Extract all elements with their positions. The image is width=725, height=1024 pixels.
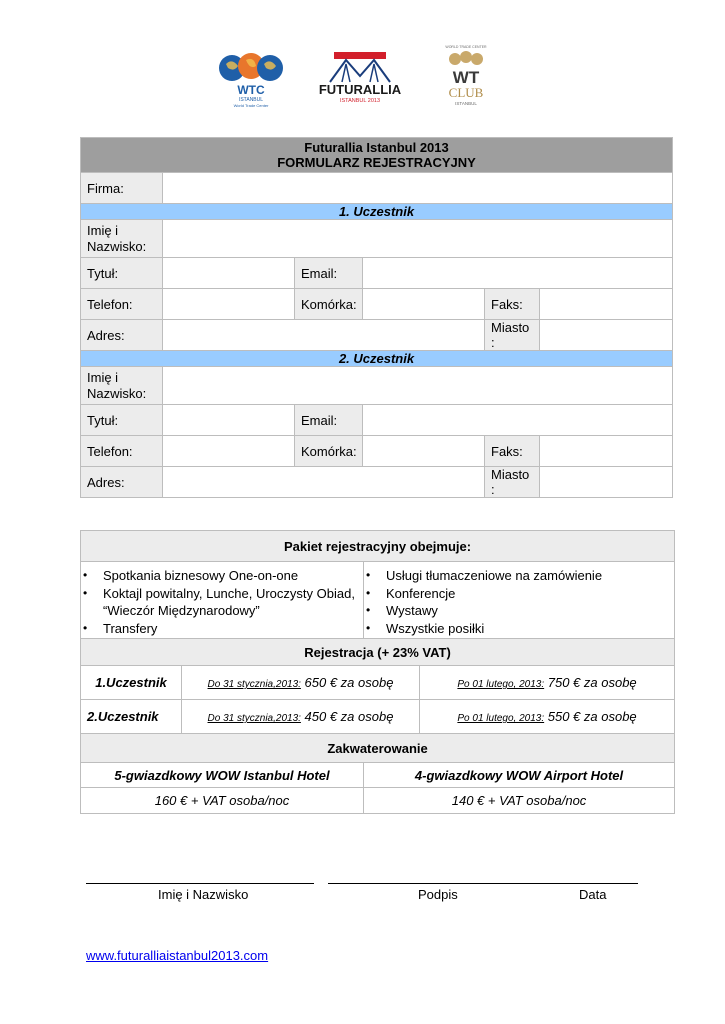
participant-1-email-field[interactable] (363, 258, 673, 289)
website-link[interactable]: www.futuralliaistanbul2013.com (86, 948, 269, 963)
participant-2-city-field[interactable] (540, 467, 673, 498)
participant-2-phone-label: Telefon: (81, 436, 163, 467)
participant-2-fax-field[interactable] (540, 436, 673, 467)
participant-1-email-label: Email: (295, 258, 363, 289)
package-left-list-cell (81, 562, 364, 639)
registration-participant-2: 2.Uczestnik (81, 700, 182, 734)
svg-text:ISTANBUL 2013: ISTANBUL 2013 (339, 98, 381, 104)
participant-1-name-field[interactable] (163, 220, 673, 258)
svg-text:ISTANBUL: ISTANBUL (238, 97, 264, 103)
futurallia-logo (316, 48, 404, 104)
list-item: • Konferencje (386, 585, 670, 603)
wtc-logo-text: WTC (237, 83, 265, 97)
participant-2-mobile-label: Komórka: (295, 436, 363, 467)
registration-late-price-1: Po 01 lutego, 2013: 750 € za osobę (420, 666, 675, 700)
list-item: • Wszystkie posiłki (386, 620, 670, 638)
registration-participant-1: 1.Uczestnik (81, 666, 182, 700)
registration-early-price-2: Do 31 stycznia,2013: 450 € za osobę (182, 700, 420, 734)
registration-form-table (80, 137, 673, 498)
participant-1-phone-label: Telefon: (81, 289, 163, 320)
participant-2-address-label: Adres: (81, 467, 163, 498)
list-item: • Koktajl powitalny, Lunche, Uroczysty Obiad, “Wieczór Międzynarodowy” (103, 585, 359, 620)
participant-1-fax-label: Faks: (485, 289, 540, 320)
participant-1-city-field[interactable] (540, 320, 673, 351)
participant-1-city-label: Miasto : (485, 320, 540, 351)
participant-1-fax-field[interactable] (540, 289, 673, 320)
participant-1-mobile-field[interactable] (363, 289, 485, 320)
hotel-1-name: 5-gwiazdkowy WOW Istanbul Hotel (81, 763, 364, 788)
signature-line-sign (328, 883, 638, 884)
firma-label: Firma: (81, 173, 163, 204)
wt-club-logo (440, 42, 492, 108)
signature-name-label: Imię i Nazwisko (158, 887, 249, 902)
participant-2-email-label: Email: (295, 405, 363, 436)
svg-text:CLUB: CLUB (448, 85, 484, 100)
participant-2-header: 2. Uczestnik (81, 351, 673, 367)
signature-date-label: Data (579, 887, 607, 902)
wt-logo-text: WT (452, 68, 480, 87)
hotel-2-name: 4-gwiazdkowy WOW Airport Hotel (364, 763, 675, 788)
participant-1-header: 1. Uczestnik (81, 204, 673, 220)
signature-sign-label: Podpis (418, 887, 458, 902)
participant-2-phone-field[interactable] (163, 436, 295, 467)
list-item: • Spotkania biznesowy One-on-one (103, 567, 359, 585)
svg-text:World Trade Center: World Trade Center (233, 103, 269, 108)
firma-field[interactable] (163, 173, 673, 204)
hotel-1-price: 160 € + VAT osoba/noc (81, 788, 364, 814)
logo-bar (0, 42, 725, 112)
participant-2-city-label: Miasto : (485, 467, 540, 498)
signature-line-name (86, 883, 314, 884)
participant-2-name-field[interactable] (163, 367, 673, 405)
hotel-2-price: 140 € + VAT osoba/noc (364, 788, 675, 814)
participant-1-mobile-label: Komórka: (295, 289, 363, 320)
participant-2-name-label: Imię i Nazwisko: (81, 367, 163, 405)
participant-1-address-label: Adres: (81, 320, 163, 351)
participant-1-title-label: Tytuł: (81, 258, 163, 289)
participant-2-title-field[interactable] (163, 405, 295, 436)
participant-1-phone-field[interactable] (163, 289, 295, 320)
participant-1-title-field[interactable] (163, 258, 295, 289)
package-left-list (85, 567, 359, 637)
list-item: • Wystawy (386, 602, 670, 620)
participant-1-address-field[interactable] (163, 320, 485, 351)
participant-1-name-label: Imię i Nazwisko: (81, 220, 163, 258)
wtc-logo (218, 48, 284, 108)
registration-early-price-1: Do 31 stycznia,2013: 650 € za osobę (182, 666, 420, 700)
package-table (80, 530, 675, 814)
list-item: • Transfery (103, 620, 359, 638)
participant-2-email-field[interactable] (363, 405, 673, 436)
list-item: • Usługi tłumaczeniowe na zamówienie (386, 567, 670, 585)
participant-2-title-label: Tytuł: (81, 405, 163, 436)
package-right-list-cell (364, 562, 675, 639)
package-right-list (368, 567, 670, 637)
svg-text:WORLD TRADE CENTER: WORLD TRADE CENTER (445, 45, 487, 49)
package-header: Pakiet rejestracyjny obejmuje: (81, 531, 675, 562)
participant-2-mobile-field[interactable] (363, 436, 485, 467)
participant-2-fax-label: Faks: (485, 436, 540, 467)
futurallia-logo-text: FUTURALLIA (318, 82, 402, 97)
svg-text:ISTANBUL: ISTANBUL (455, 101, 477, 106)
registration-header: Rejestracja (+ 23% VAT) (81, 639, 675, 666)
accommodation-header: Zakwaterowanie (81, 734, 675, 763)
registration-late-price-2: Po 01 lutego, 2013: 550 € za osobę (420, 700, 675, 734)
participant-2-address-field[interactable] (163, 467, 485, 498)
form-title: Futurallia Istanbul 2013 FORMULARZ REJESTRACYJNY (81, 138, 673, 173)
